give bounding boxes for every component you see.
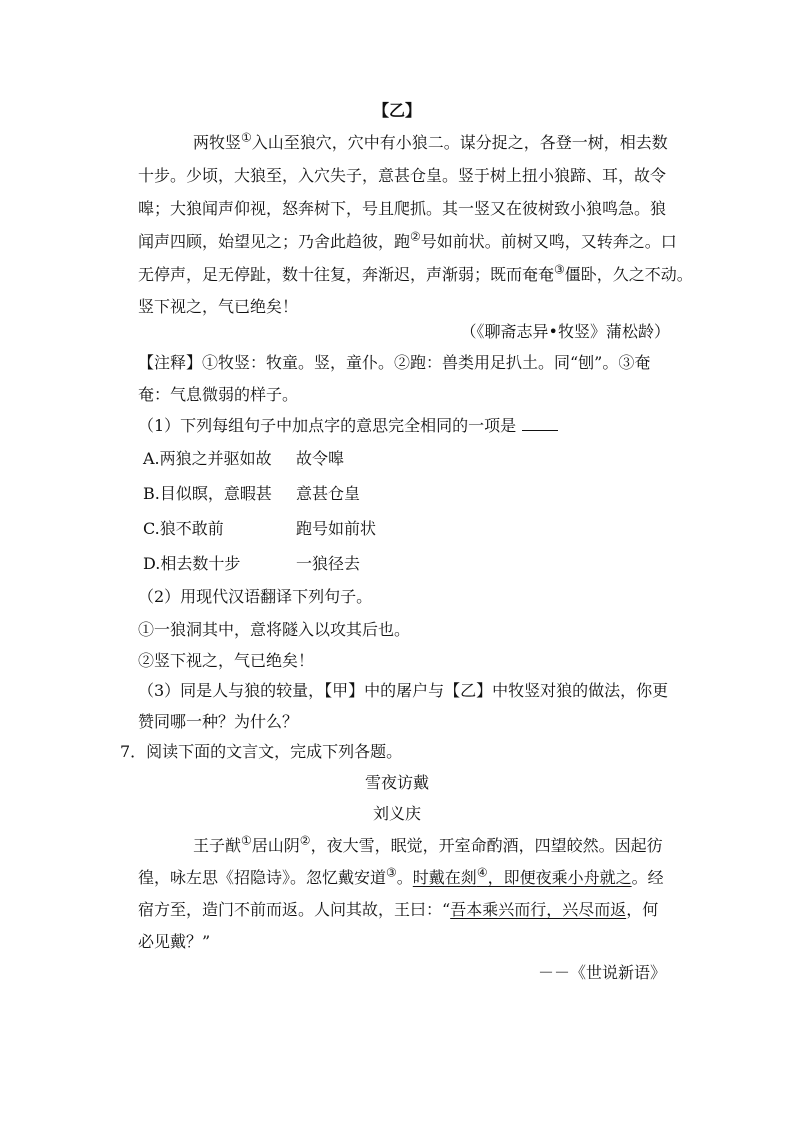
answer-blank[interactable]: [522, 416, 558, 431]
text-run: ，即便夜乘小舟就之: [487, 868, 632, 887]
footnote-marker: ③: [554, 262, 565, 277]
text-run: 两牧竖: [193, 133, 242, 152]
question-1: [138, 415, 558, 437]
option-right: 一狼径去: [296, 554, 361, 573]
passage-line: [138, 899, 658, 921]
text-run: 时戴在剡: [412, 868, 477, 887]
question-2: （2）用现代汉语翻译下列句子。: [138, 587, 373, 606]
passage-line: [193, 835, 663, 857]
text-run: 王子猷: [193, 836, 242, 855]
option-left: B.目似瞑，意暇甚: [143, 484, 272, 503]
footnote-marker: ②: [410, 229, 421, 244]
text-run: 闻声四顾，始望见之；乃舍此趋彼，跑: [138, 232, 411, 251]
option-left: C.狼不敢前: [143, 519, 224, 538]
passage-line: 竖下视之，气已绝矣！: [138, 297, 299, 316]
footnote-marker: ①: [241, 130, 252, 145]
option-right: 故令嗥: [296, 449, 345, 468]
passage-line: 十步。少顷，大狼至，入穴失子，意甚仓皇。竖于树上扭小狼蹄、耳，故令: [138, 166, 667, 185]
text-run: 徨，咏左思《招隐诗》。忽忆戴安道: [138, 868, 387, 887]
footnote-marker: ①: [241, 833, 252, 848]
passage-line: [193, 132, 668, 154]
passage-line: [138, 264, 693, 286]
question-3-cont: 赞同哪一种？为什么？: [138, 712, 299, 731]
text-run: 。: [396, 868, 413, 887]
article-author: 刘义庆: [372, 804, 421, 823]
option-right: 意甚仓皇: [296, 484, 361, 503]
option-left: D.相去数十步: [143, 554, 241, 573]
passage-line: [138, 231, 677, 253]
underlined-sentence: [412, 865, 632, 887]
section-heading: 【乙】: [372, 101, 421, 120]
question-2-item: ②竖下视之，气已绝矣！: [138, 651, 315, 670]
passage-line: 嗥；大狼闻声仰视，怒奔树下，号且爬抓。其一竖又在彼树致小狼鸣急。狼: [138, 199, 667, 218]
question-text: （1）下列每组句子中加点字的意思完全相同的一项是: [138, 416, 517, 435]
option-right: 跑号如前状: [296, 519, 377, 538]
notes-line: 【注释】①牧竖：牧童。竖，童仆。②跑：兽类用足扒土。同“刨”。③奄: [138, 353, 651, 372]
footnote-marker: ②: [299, 833, 311, 848]
notes-line: 奄：气息微弱的样子。: [138, 385, 299, 404]
question-2-item: ①一狼洞其中，意将隧入以攻其后也。: [138, 620, 411, 639]
footnote-marker: ③: [386, 865, 397, 880]
passage-line: [138, 867, 664, 889]
passage-source: （《聊斋志异•牧竖》蒲松龄）: [460, 322, 670, 341]
underlined-sentence: 吾本乘兴而行，兴尽而返: [450, 900, 627, 919]
question-3: （3）同是人与狼的较量，【甲】中的屠户与【乙】中牧竖对狼的做法，你更: [138, 681, 669, 700]
passage-source: －－《世说新语》: [537, 963, 666, 982]
footnote-marker: ④: [476, 865, 488, 880]
text-run: 僵卧，久之不动。: [564, 265, 693, 284]
passage-line: 必见戴？”: [138, 932, 211, 951]
item-7-stem: 7．阅读下面的文言文，完成下列各题。: [120, 742, 403, 761]
text-run: 宿方至，造门不前而返。人问其故，王曰：“: [138, 900, 451, 919]
text-run: 居山阴: [251, 836, 300, 855]
text-run: ，何: [626, 900, 659, 919]
option-left: A.两狼之并驱如故: [143, 449, 272, 468]
text-run: 无停声，足无停趾，数十往复，奔渐迟，声渐弱；既而奄奄: [138, 265, 555, 284]
text-run: 号如前状。前树又鸣，又转奔之。口: [420, 232, 677, 251]
text-run: 入山至狼穴，穴中有小狼二。谋分捉之，各登一树，相去数: [251, 133, 668, 152]
text-run: ，夜大雪，眠觉，开室命酌酒，四望皎然。因起彷: [310, 836, 663, 855]
text-run: 。经: [631, 868, 664, 887]
article-title: 雪夜访戴: [364, 773, 429, 792]
